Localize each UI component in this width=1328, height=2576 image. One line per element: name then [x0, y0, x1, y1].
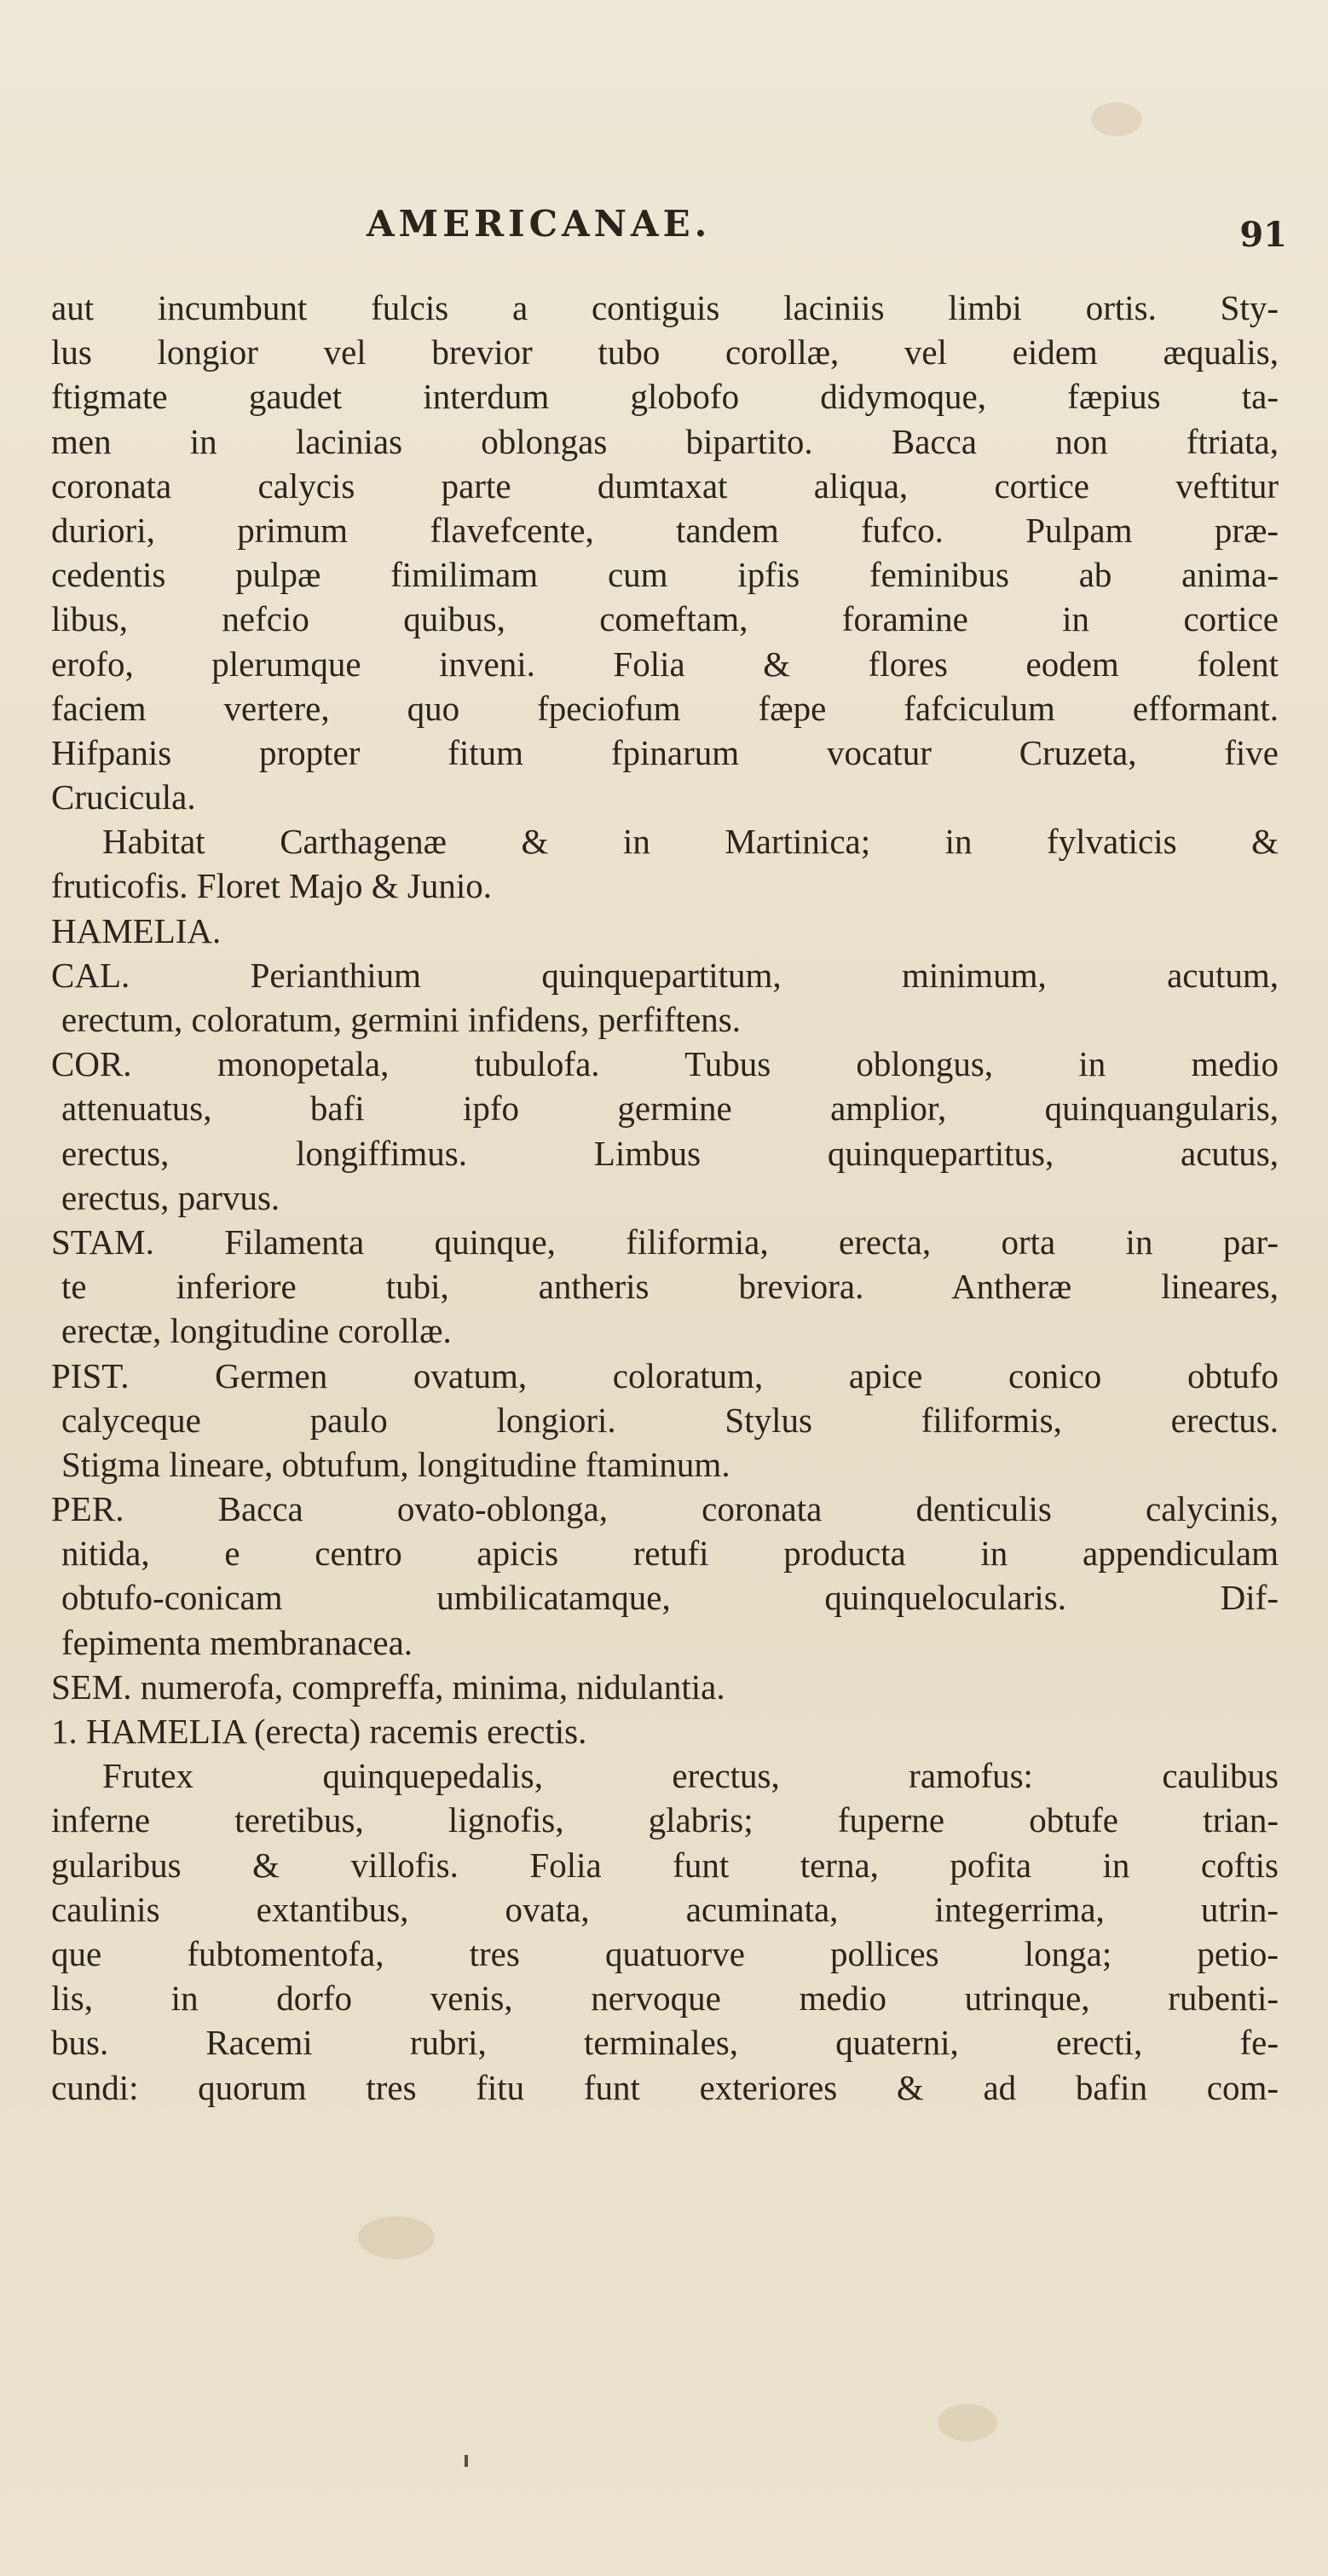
ink-mark	[465, 2455, 468, 2467]
text-line: erectum, coloratum, germini infidens, perfiftens.	[61, 1000, 741, 1039]
text-line: SEM. numerofa, compreffa, minima, nidulantia.	[51, 1666, 725, 1707]
text-line: men in lacinias oblongas bipartito. Bacca non ftriata,	[51, 421, 1279, 461]
text-line: Stigma lineare, obtufum, longitudine ftaminum.	[61, 1444, 730, 1484]
text-line: obtufo-conicam umbilicatamque, quinquelocularis. Dif-	[61, 1578, 1279, 1618]
foxing-spot	[1091, 102, 1142, 136]
running-title: AMERICANAE.	[367, 203, 712, 245]
text-line: aut incumbunt fulcis a contiguis laciniis limbi ortis. Sty-	[51, 288, 1279, 327]
text-line: inferne teretibus, lignofis, glabris; fuperne obtufe trian-	[51, 1800, 1279, 1840]
text-line: que fubtomentofa, tres quatuorve pollices longa; petio-	[51, 1933, 1279, 1973]
text-line: faciem vertere, quo fpeciofum fæpe fafciculum efformant.	[51, 688, 1279, 728]
text-line: Frutex quinquepedalis, erectus, ramofus: caulibus	[102, 1756, 1279, 1796]
text-line: fepimenta membranacea.	[61, 1622, 413, 1662]
text-line: erectus, parvus.	[61, 1177, 280, 1217]
text-line: duriori, primum flavefcente, tandem fufco. Pulpam præ-	[51, 510, 1279, 550]
text-line: bus. Racemi rubri, terminales, quaterni, erecti, fe-	[51, 2023, 1279, 2063]
text-line: CAL. Perianthium quinquepartitum, minimum, acutum,	[51, 955, 1279, 995]
text-line: lus longior vel brevior tubo corollæ, vel eidem æqualis,	[51, 332, 1279, 373]
text-line: Habitat Carthagenæ & in Martinica; in fylvaticis &	[102, 822, 1279, 862]
text-line: attenuatus, bafi ipfo germine amplior, quinquangularis,	[61, 1089, 1279, 1129]
species-heading: 1. HAMELIA (erecta) racemis erectis.	[51, 1712, 587, 1751]
text-line: te inferiore tubi, antheris breviora. Antheræ lineares,	[61, 1267, 1279, 1307]
page-header	[51, 203, 1287, 271]
genus-heading: HAMELIA.	[51, 910, 222, 950]
text-line: ftigmate gaudet interdum globofo didymoque, fæpius ta-	[51, 377, 1279, 417]
text-line: lis, in dorfo venis, nervoque medio utrinque, rubenti-	[51, 1978, 1279, 2019]
text-line: PER. Bacca ovato-oblonga, coronata denticulis calycinis,	[51, 1489, 1279, 1529]
foxing-spot	[358, 2216, 435, 2259]
page-number: 91	[1239, 215, 1287, 255]
text-line: gularibus & villofis. Folia funt terna, pofita in coftis	[51, 1845, 1279, 1885]
text-line: libus, nefcio quibus, comeftam, foramine in cortice	[51, 599, 1279, 639]
body-text	[51, 286, 1279, 2110]
text-line: erectus, longiffimus. Limbus quinquepartitus, acutus,	[61, 1133, 1279, 1173]
text-line: cedentis pulpæ fimilimam cum ipfis feminibus ab anima-	[51, 555, 1279, 595]
text-line: PIST. Germen ovatum, coloratum, apice conico obtufo	[51, 1355, 1279, 1395]
text-line: STAM. Filamenta quinque, filiformia, erecta, orta in par-	[51, 1222, 1279, 1262]
text-line: coronata calycis parte dumtaxat aliqua, cortice veftitur	[51, 465, 1279, 505]
text-line: Hifpanis propter fitum fpinarum vocatur Cruzeta, five	[51, 732, 1279, 772]
text-line: fruticofis. Floret Majo & Junio.	[51, 866, 493, 906]
text-line: erectæ, longitudine corollæ.	[61, 1311, 452, 1351]
text-line: calyceque paulo longiori. Stylus filiformis, erectus.	[61, 1400, 1279, 1440]
text-line: Crucicula.	[51, 777, 196, 817]
text-line: cundi: quorum tres fitu funt exteriores & ad bafin com-	[51, 2067, 1279, 2107]
foxing-spot	[938, 2404, 997, 2441]
text-line: erofo, plerumque inveni. Folia & flores eodem folent	[51, 644, 1279, 684]
text-line: caulinis extantibus, ovata, acuminata, integerrima, utrin-	[51, 1889, 1279, 1929]
text-line: nitida, e centro apicis retufi producta in appendiculam	[61, 1533, 1279, 1574]
text-line: COR. monopetala, tubulofa. Tubus oblongus, in medio	[51, 1044, 1279, 1084]
